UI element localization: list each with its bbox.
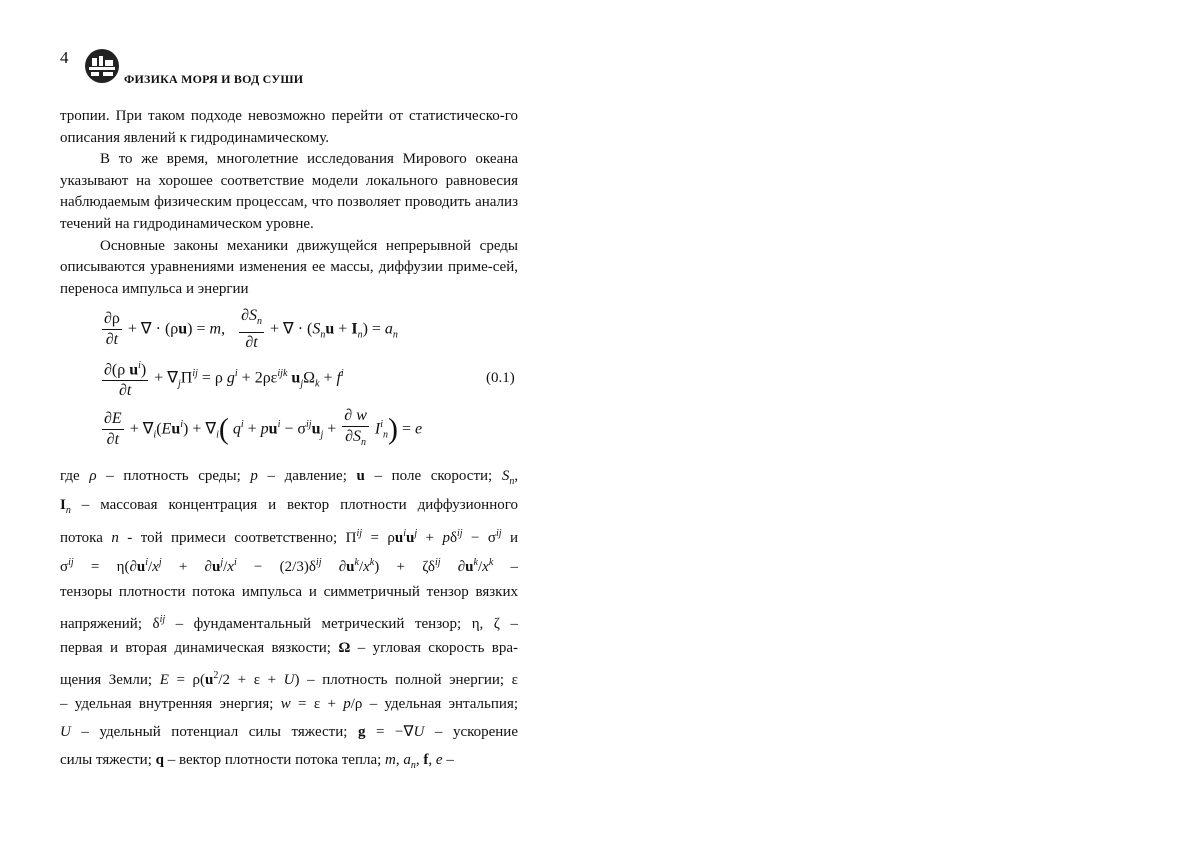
definitions-line-4: $\sigma^{ij} = \eta(\partial u^i/x^j + \partial u^j/x^i - (2/3)\delta^{ij}$ $\partial u^k/x^k) + \zeta\delta^{ij}$ $\partial u^k/x^k$ – bbox=[60, 557, 519, 575]
definitions-line-9: – удельная внутренняя энергия; w = ε + p/ρ – удельная энтальпия; bbox=[60, 696, 519, 712]
definitions-line-11: силы тяжести; q – вектор плотности потока тепла; m, $a_n$, f, e – bbox=[60, 752, 454, 771]
paragraph-3: Основные законы механики движущейся непрерывной среды описываются уравнениями изменения ее массы, диффузии приме-сей, переноса импульса и энергии bbox=[60, 237, 518, 297]
definitions-line-7: первая и вторая динамическая вязкости; Ω – угловая скорость вра- bbox=[60, 640, 519, 656]
journal-logo-icon bbox=[84, 48, 120, 84]
equation-number: (0.1) bbox=[486, 370, 515, 386]
equation-energy: $\frac{\partial E}{\partial t}$ + $\nabla_i(Eu^i) + \nabla_i$( $q^i + pu^i - \sigma^{ij}u_j$ + $\frac{\partial w}{\partial S_n}$ $I^i_n) = e$ bbox=[104, 407, 423, 449]
equation-momentum: $\frac{\partial(\rho u^i)}{\partial t}$ + $\nabla_j\Pi^{ij} = \rho$ $g^i + 2\rho\varepsilon^{ijk}$ $u_j\Omega_k + f^i$ bbox=[100, 356, 344, 401]
page-number: 4 bbox=[60, 48, 69, 67]
definitions-line-8: щения Земли; $E = \rho(u^2/2 + \varepsilon + U)$ – плотность полной энергии; ε bbox=[60, 670, 518, 688]
definitions-line-10: U – удельный потенциал силы тяжести; g = −∇U – ускорение bbox=[60, 724, 518, 740]
definitions-line-5: тензоры плотности потока импульса и симметричный тензор вязких bbox=[60, 584, 518, 600]
definitions-line-2: $I_n$ – массовая концентрация и вектор плотности диффузионного bbox=[60, 497, 518, 516]
paragraph-2: В то же время, многолетние исследования Мирового океана указывают на хорошее соответствие модели локального равновесия наблюдаемым физическим процессам, что позволяет проводить анализ течений на гидродинамическом уровне. bbox=[60, 151, 518, 232]
definitions-line-6: напряжений; $\delta^{ij}$ – фундаментальный метрический тензор; η, ζ – bbox=[60, 614, 519, 632]
paragraph-1: тропии. При таком подходе невозможно перейти от статистическо-го описания явлений к гидродинамическому. bbox=[60, 108, 518, 146]
journal-title: ФИЗИКА МОРЯ И ВОД СУШИ bbox=[124, 72, 304, 86]
body-text bbox=[60, 106, 518, 300]
definitions-line-3: потока n - той примеси соответственно; $\Pi^{ij} = \rho u^iu^j + p\delta^{ij} - \sigma^{ij}$ и bbox=[60, 528, 519, 546]
definitions-line-1: где ρ – плотность среды; p – давление; u – поле скорости; $S_n$, bbox=[60, 468, 519, 487]
equation-mass: $\frac{\partial\rho}{\partial t}$ + ∇ · (ρu) = m, $\frac{\partial S_n}{\partial t}$ + ∇ · $(S_nu + I_n) = a_n$ bbox=[104, 307, 398, 352]
